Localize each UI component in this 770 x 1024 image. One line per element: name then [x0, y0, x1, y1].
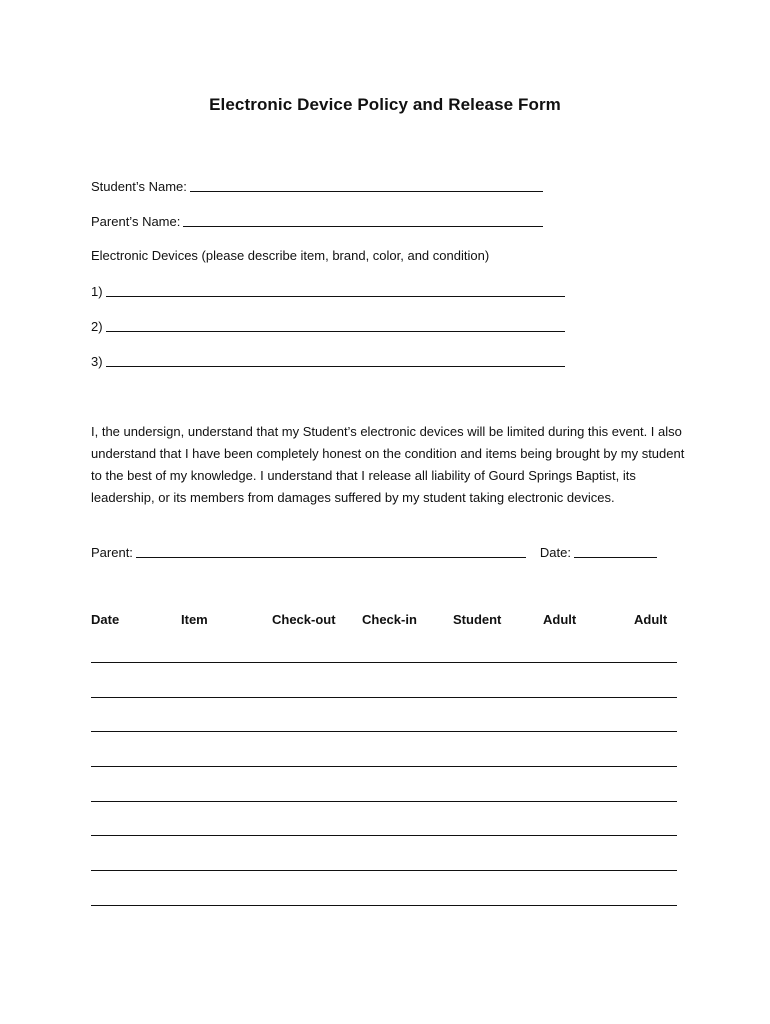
device-item-2	[91, 317, 565, 334]
log-row-line[interactable]	[91, 697, 677, 698]
log-header-adult: Adult	[543, 612, 577, 627]
log-header-item: Item	[181, 612, 208, 627]
log-row-line[interactable]	[91, 870, 677, 871]
parent-name-field	[91, 212, 543, 229]
date-line[interactable]	[574, 543, 657, 558]
device-item-number: 2)	[91, 319, 103, 334]
parent-signature-field	[91, 543, 657, 560]
device-item-3	[91, 352, 565, 369]
log-row-line[interactable]	[91, 835, 677, 836]
release-statement: I, the undersign, understand that my Student’s electronic devices will be limited during this event. I also understand that I have been completely honest on the condition and items being brought by my student to the best of my knowledge. I understand that I release all liability of Gourd Springs Baptist, its leadership, or its members from damages suffered by my student taking electronic devices.	[91, 424, 685, 505]
log-row-line[interactable]	[91, 801, 677, 802]
device-item-line[interactable]	[106, 352, 565, 367]
page-title: Electronic Device Policy and Release Form	[209, 95, 561, 114]
device-item-number: 1)	[91, 284, 103, 299]
device-item-line[interactable]	[106, 282, 565, 297]
parent-signature-line[interactable]	[136, 543, 526, 558]
date-label: Date:	[539, 545, 571, 560]
device-item-line[interactable]	[106, 317, 565, 332]
parent-name-label: Parent’s Name:	[91, 214, 181, 229]
log-header-check-in: Check-in	[362, 612, 417, 627]
log-header-date: Date	[91, 612, 120, 627]
devices-label: Electronic Devices (please describe item, brand, color, and condition)	[91, 248, 490, 263]
log-row-line[interactable]	[91, 766, 677, 767]
student-name-label: Student’s Name:	[91, 179, 187, 194]
student-name-field	[91, 177, 543, 194]
log-row-line[interactable]	[91, 905, 677, 906]
log-header-adult-2: Adult	[634, 612, 668, 627]
log-row-line[interactable]	[91, 731, 677, 732]
log-header-check-out: Check-out	[272, 612, 336, 627]
device-item-1	[91, 282, 565, 299]
parent-signature-label: Parent:	[91, 545, 133, 560]
log-row-line[interactable]	[91, 662, 677, 663]
log-header-student: Student	[453, 612, 502, 627]
student-name-line[interactable]	[190, 177, 543, 192]
parent-name-line[interactable]	[183, 212, 543, 227]
device-item-number: 3)	[91, 354, 103, 369]
